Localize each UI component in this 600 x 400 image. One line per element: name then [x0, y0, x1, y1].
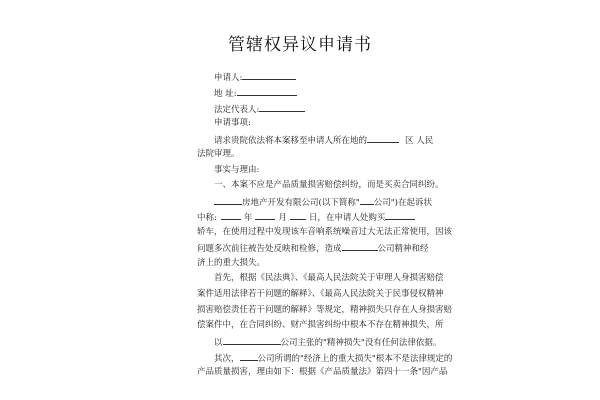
p3-year: 年 [243, 213, 253, 223]
request-line [214, 134, 433, 147]
day-blank [290, 211, 306, 220]
applicant-field [214, 71, 296, 84]
paragraph-2 [214, 196, 432, 209]
paragraph-12 [214, 352, 452, 365]
paragraph-1: 一、本案不应是产品质量损害赔偿纠纷，而是买卖合同纠纷。 [214, 180, 444, 190]
document-title: 管辖权异议申请书 [228, 35, 372, 55]
district-blank [367, 134, 399, 143]
facts-reasons-heading: 事实与理由: [214, 165, 260, 175]
purchase-blank [385, 211, 415, 220]
paragraph-7: 首先，根据《民法典》、《最高人民法院关于审理人身损害赔偿 [214, 273, 444, 283]
applicant-label: 申请人: [214, 73, 243, 83]
paragraph-4: 轿车，在使用过程中发现该车音响系统噪音过大无法正常使用，因该 [197, 227, 453, 237]
paragraph-8: 案件适用法律若干问题的解释》、《最高人民法院关于民事侵权精神 [197, 289, 444, 299]
p12-text-a: 其次， [214, 354, 240, 364]
request-court-text: 区 人民 [405, 136, 434, 146]
legal-rep-label: 法定代表人: [214, 105, 260, 115]
legal-rep-blank [259, 103, 305, 112]
paragraph-6: 济上的重大损失。 [197, 258, 266, 268]
p5-text-a: 问题多次前往被告处反映和检修，造成 [197, 244, 342, 254]
address-field [214, 87, 297, 100]
p3-text-a: 中称: [197, 213, 217, 223]
p12-text-b: 公司所谓的"经济上的重大损失"根本不是法律规定的 [257, 354, 453, 364]
paragraph-9: 损害赔偿责任若干问题的解释》等规定，精神损失只存在人身损害赔 [197, 305, 453, 315]
request-text: 请求贵院依法将本案移至申请人所在地的 [214, 136, 368, 146]
company-blank-5 [240, 352, 258, 361]
month-blank [255, 211, 275, 220]
paragraph-3 [197, 211, 415, 224]
address-label: 地 址: [214, 89, 237, 99]
application-items-heading: 申请事项: [214, 118, 251, 128]
company-blank-3 [342, 242, 378, 251]
request-line-end: 法院审理。 [197, 149, 240, 159]
company-blank-4 [223, 336, 281, 345]
paragraph-10: 偿案件中，在合同纠纷、财产损害纠纷中根本不存在精神损失，所 [197, 320, 444, 330]
legal-rep-field [214, 103, 305, 116]
applicant-blank [242, 71, 296, 80]
p11-text-a: 以 [214, 338, 223, 348]
year-blank [221, 211, 241, 220]
paragraph-13: 产品质量损害，理由如下：根据《产品质量法》第四十一条"因产品 [197, 367, 448, 377]
p5-text-b: 公司精神和经 [377, 244, 429, 254]
p11-text-b: 公司主张的"精神损失"没有任何法律依据。 [280, 338, 442, 348]
p3-month: 月 [278, 213, 287, 223]
address-blank [237, 87, 297, 96]
company-blank-2 [360, 196, 374, 205]
company-blank-1 [214, 196, 242, 205]
p2-text-b: 公司")在起诉状 [373, 198, 432, 208]
paragraph-11 [214, 336, 441, 349]
paragraph-5 [197, 242, 429, 255]
p3-text-b: 日，在申请人处购买 [308, 213, 386, 223]
p2-text-a: 房地产开发有限公司(以下简称" [242, 198, 360, 208]
